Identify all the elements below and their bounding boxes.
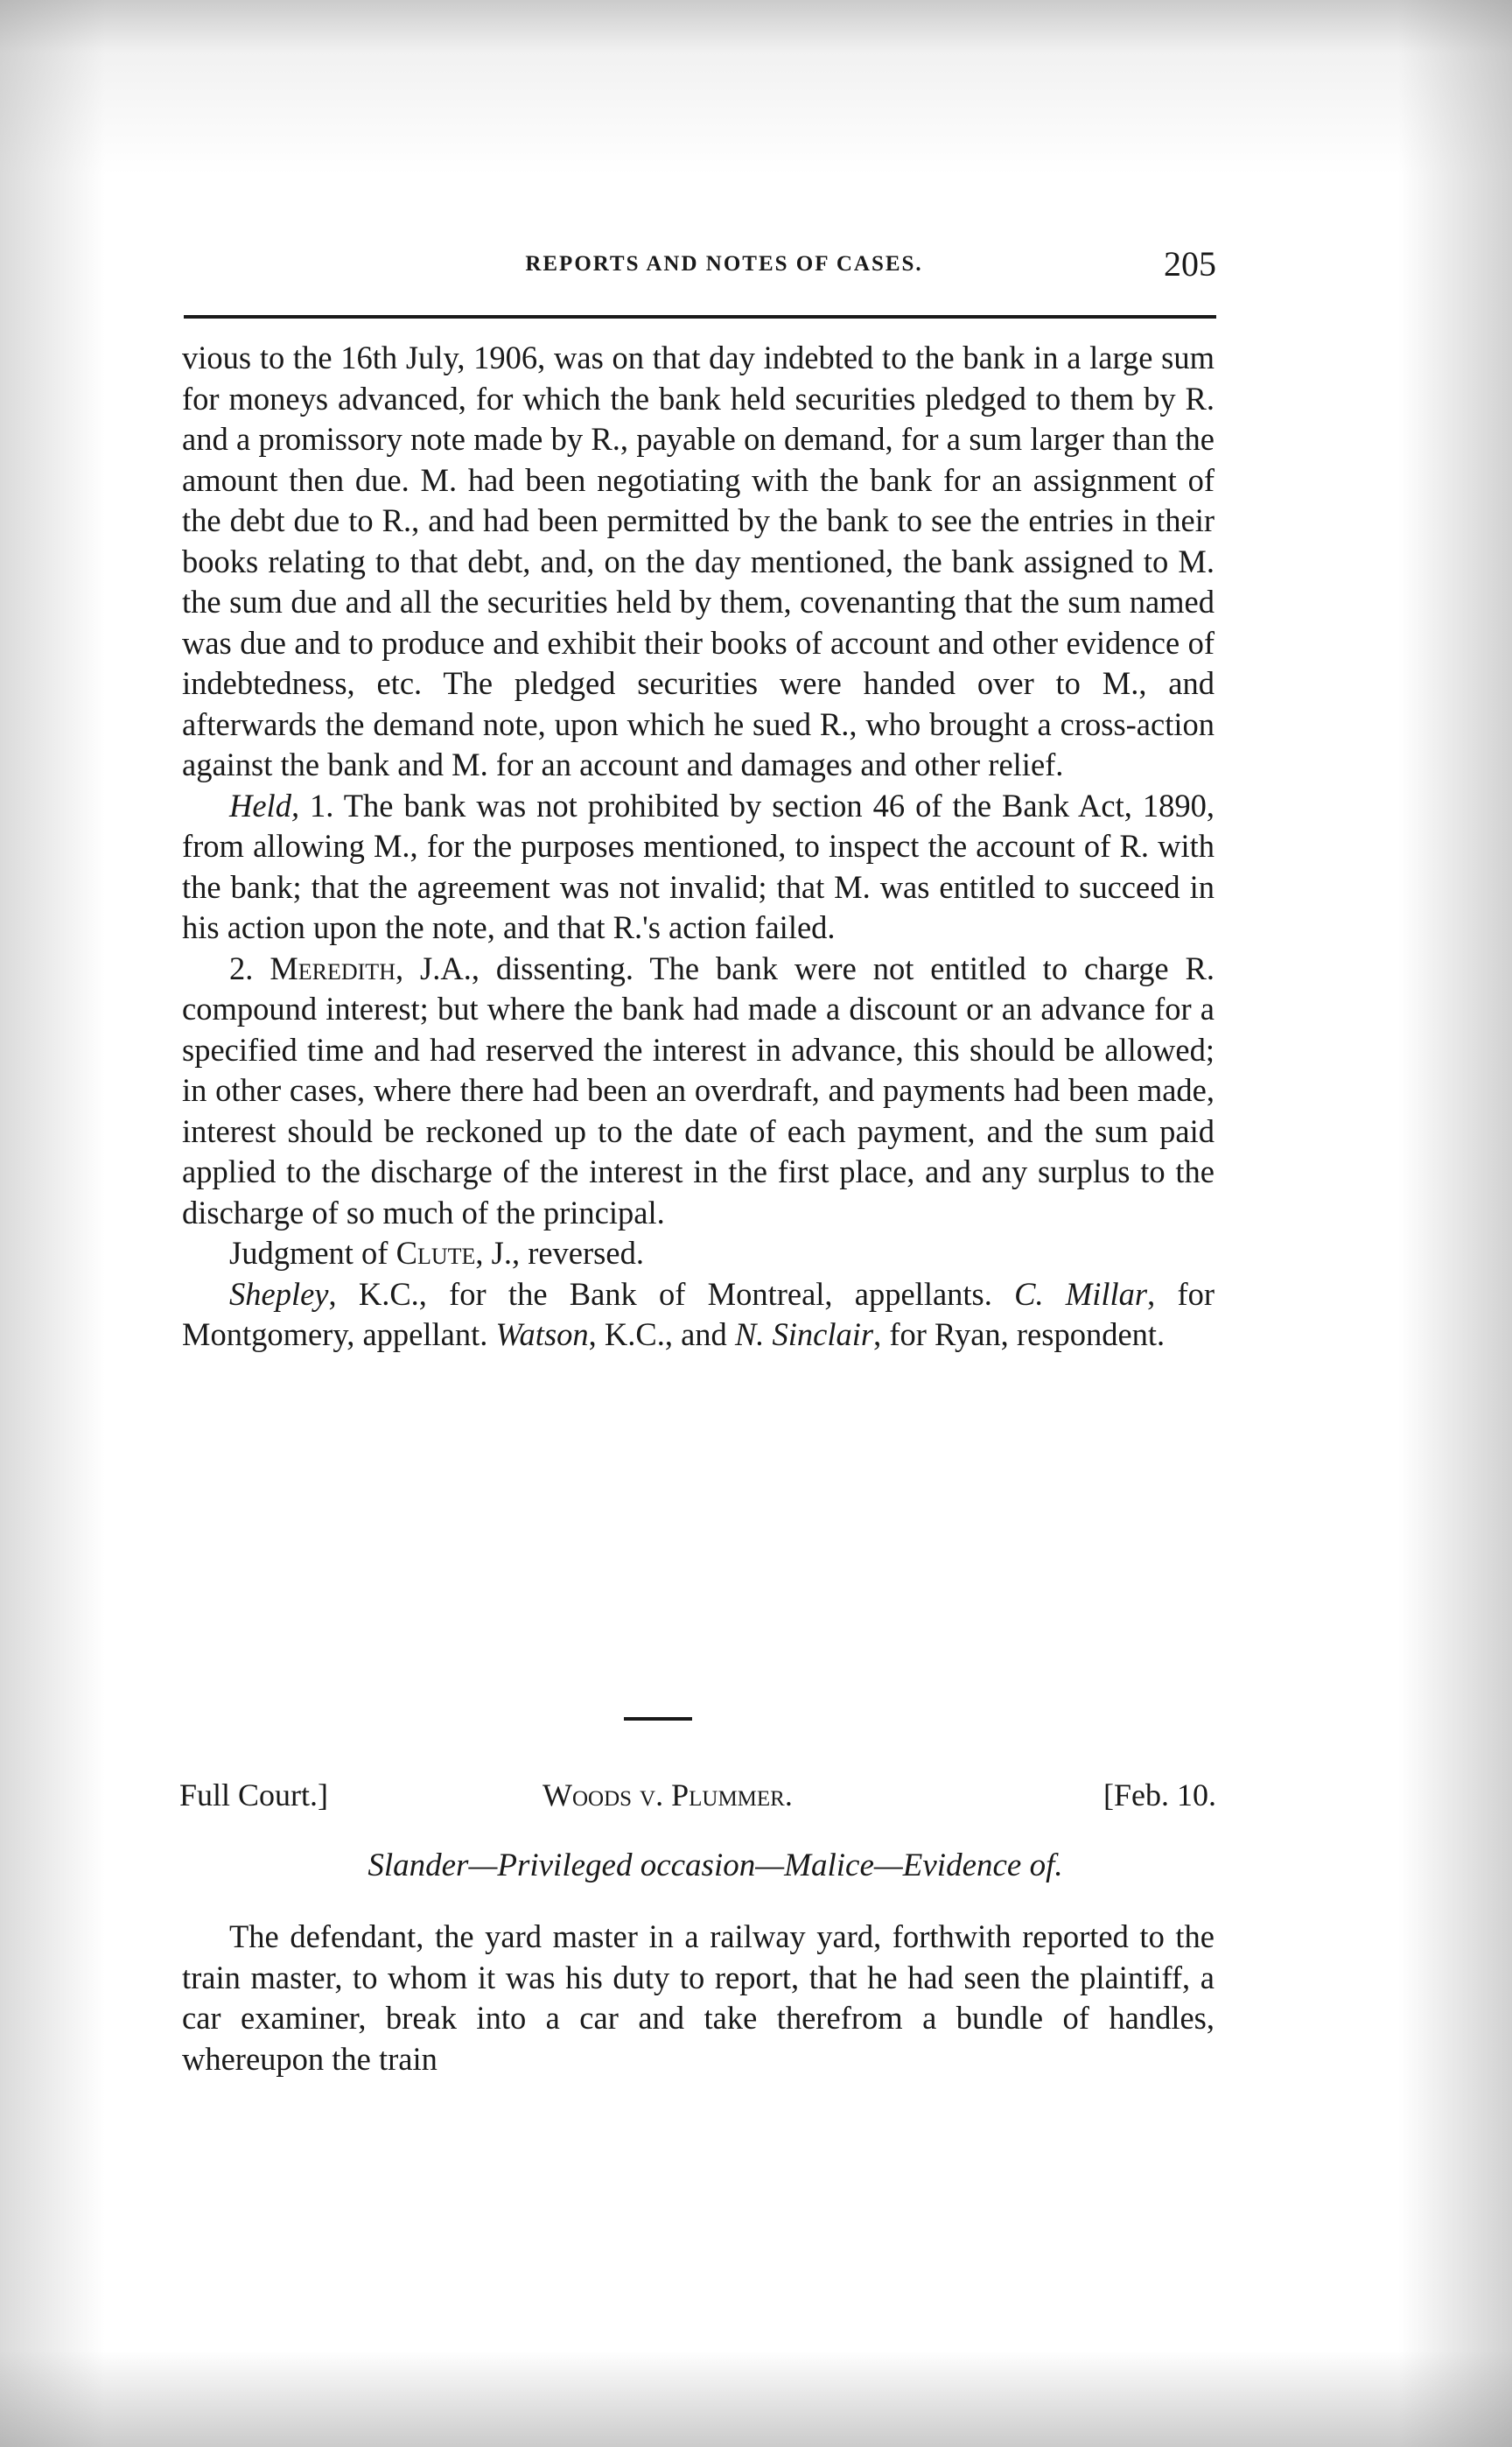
counsel-paragraph — [182, 1274, 1214, 1356]
held-paragraph — [182, 786, 1214, 949]
case-2-paragraph: The defendant, the yard master in a railway yard, forthwith reported to the train master, to whom it was his duty to report, that he had seen the plaintiff, a car examiner, break into a car and take therefrom a bundle of handles, whereupon the train — [182, 1918, 1214, 2077]
dissent-paragraph — [182, 949, 1214, 1234]
counsel-name-4: N. Sinclair — [734, 1316, 874, 1352]
case-date: [Feb. 10. — [1103, 1777, 1216, 1812]
held-label: Held, — [229, 787, 300, 824]
scan-edge-left — [0, 0, 105, 2447]
held-text: 1. The bank was not prohibited by section 46 of the Bank Act, 1890, from allowing M., for the purposes mentioned, to inspect the account of R. with the bank; that the agreement was not invalid; that M. was entitled to succeed in his action upon the note, and that R.'s action failed. — [182, 787, 1214, 945]
counsel-text-2: , for Montgomery, appellant. — [182, 1275, 1215, 1352]
counsel-text-3: , K.C., and — [588, 1316, 735, 1352]
page-number: 205 — [1164, 244, 1216, 284]
judgment-pre: Judgment of — [229, 1235, 396, 1271]
case-heading — [179, 1777, 1216, 1820]
counsel-text-1: , K.C., for the Bank of Montreal, appellants. — [328, 1275, 1015, 1312]
case-court: Full Court.] — [179, 1777, 329, 1812]
dissent-judge: Meredith — [270, 950, 396, 986]
case-title: Woods v. Plummer. — [542, 1777, 793, 1812]
dissent-text: , J.A., dissenting. The bank were not entitled to charge R. compound interest; but where the bank had made a discount or an advance for a specified time and had reserved the interest in advance, this should be allowed; in other cases, where there had been an overdraft, and payments had been made, interest should be reckoned up to the date of each payment, and the sum paid applied to the discharge of the interest in the first place, and any surplus to the discharge of so much of the principal. — [182, 950, 1214, 1231]
page-header — [179, 243, 1216, 287]
counsel-text-4: , for Ryan, respondent. — [873, 1316, 1166, 1352]
scan-edge-right — [1398, 0, 1512, 2447]
scan-edge-bottom — [0, 2351, 1512, 2447]
section-divider — [624, 1717, 692, 1721]
case-2-body — [182, 1917, 1214, 2079]
running-head: REPORTS AND NOTES OF CASES. — [525, 252, 923, 276]
case-report-body — [182, 338, 1214, 1356]
judgment-judge: Clute — [396, 1235, 476, 1271]
counsel-name-1: Shepley — [229, 1275, 329, 1312]
counsel-name-3: Watson — [495, 1316, 589, 1352]
counsel-name-2: C. Millar — [1014, 1275, 1148, 1312]
scan-edge-top — [0, 0, 1512, 175]
dissent-number: 2. — [229, 950, 270, 986]
case-subject: Slander—Privileged occasion—Malice—Evidence of. — [368, 1848, 1063, 1883]
case-facts-paragraph: vious to the 16th July, 1906, was on that day indebted to the bank in a large sum for moneys advanced, for which the bank held securities pledged to them by R. and a promissory note made by R., payable on demand, for a sum larger than the amount then due. M. had been negotiating with the bank for an assignment of the debt due to R., and had been permitted by the bank to see the entries in their books relating to that debt, and, on the day mentioned, the bank assigned to M. the sum due and all the securities held by them, covenanting that the sum named was due and to produce and exhibit their books of account and other evidence of indebtedness, etc. The pledged securities were handed over to M., and afterwards the demand note, upon which he sued R., who brought a cross-action against the bank and M. for an account and damages and other relief. — [182, 340, 1214, 782]
judgment-paragraph — [182, 1233, 1214, 1274]
header-rule — [184, 315, 1216, 319]
judgment-post: , J., reversed. — [475, 1235, 644, 1271]
